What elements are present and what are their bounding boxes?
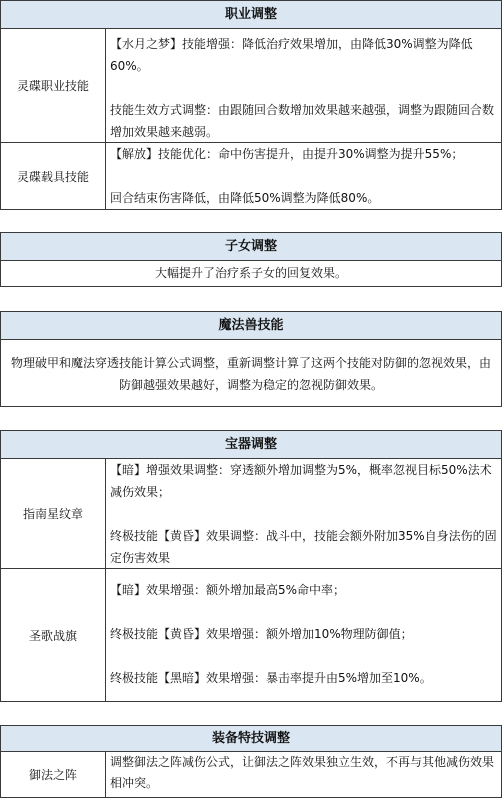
paragraph: 【解放】技能优化：命中伤害提升，由提升30%调整为提升55%； [110, 147, 464, 161]
row-text: 调整御法之阵减伤公式，让御法之阵效果独立生效，不再与其他减伤效果相冲突。 [110, 755, 495, 790]
table-row [1, 752, 501, 797]
section-title: 子女调整 [1, 233, 501, 261]
table-row [1, 569, 501, 701]
paragraph: 【暗】增强效果调整：穿透额外增加调整为5%，概率忽视目标50%法术减伤效果； [110, 463, 492, 499]
paragraph: 回合结束伤害降低，由降低50%调整为降低80%。 [110, 191, 380, 205]
row-label: 灵碟职业技能 [1, 29, 106, 142]
paragraph: 技能生效方式调整：由跟随回合数增加效果越来越强，调整为跟随回合数增加效果越来越弱。 [110, 103, 495, 139]
section-title: 魔法兽技能 [1, 312, 501, 340]
row-text [106, 459, 501, 568]
paragraph: 【水月之梦】技能增强：降低治疗效果增加，由降低30%调整为降低60%。 [110, 37, 473, 73]
paragraph: 终极技能【黄昏】效果增强：额外增加10%物理防御值； [110, 627, 413, 641]
section-text: 物理破甲和魔法穿透技能计算公式调整，重新调整计算了这两个技能对防御的忽视效果，由防御越强效果越好，调整为稳定的忽视防御效果。 [10, 356, 491, 392]
section-title: 宝器调整 [1, 431, 501, 459]
treasure-section [0, 430, 502, 702]
children-section [0, 232, 502, 287]
beast-section [0, 311, 502, 407]
table-row [1, 459, 501, 569]
row-label: 御法之阵 [1, 752, 106, 797]
paragraph: 终极技能【黑暗】效果增强：暴击率提升由5%增加至10%。 [110, 671, 432, 685]
paragraph: 终极技能【黄昏】效果调整：战斗中，技能会额外附加35%自身法伤的固定伤害效果 [110, 529, 497, 565]
section-text: 大幅提升了治疗系子女的回复效果。 [154, 266, 347, 280]
row-label: 圣歌战旗 [1, 569, 106, 701]
row-text [106, 569, 501, 701]
section-title: 职业调整 [1, 1, 501, 29]
equip-section [0, 725, 502, 798]
career-section [0, 0, 502, 210]
row-label: 指南星纹章 [1, 459, 106, 568]
row-text [106, 143, 501, 209]
row-text [106, 29, 501, 142]
row-label: 灵碟载具技能 [1, 143, 106, 209]
section-title: 装备特技调整 [1, 726, 501, 752]
table-row [1, 143, 501, 209]
paragraph: 【暗】效果增强：额外增加最高5%命中率； [110, 583, 346, 597]
table-row [1, 29, 501, 143]
